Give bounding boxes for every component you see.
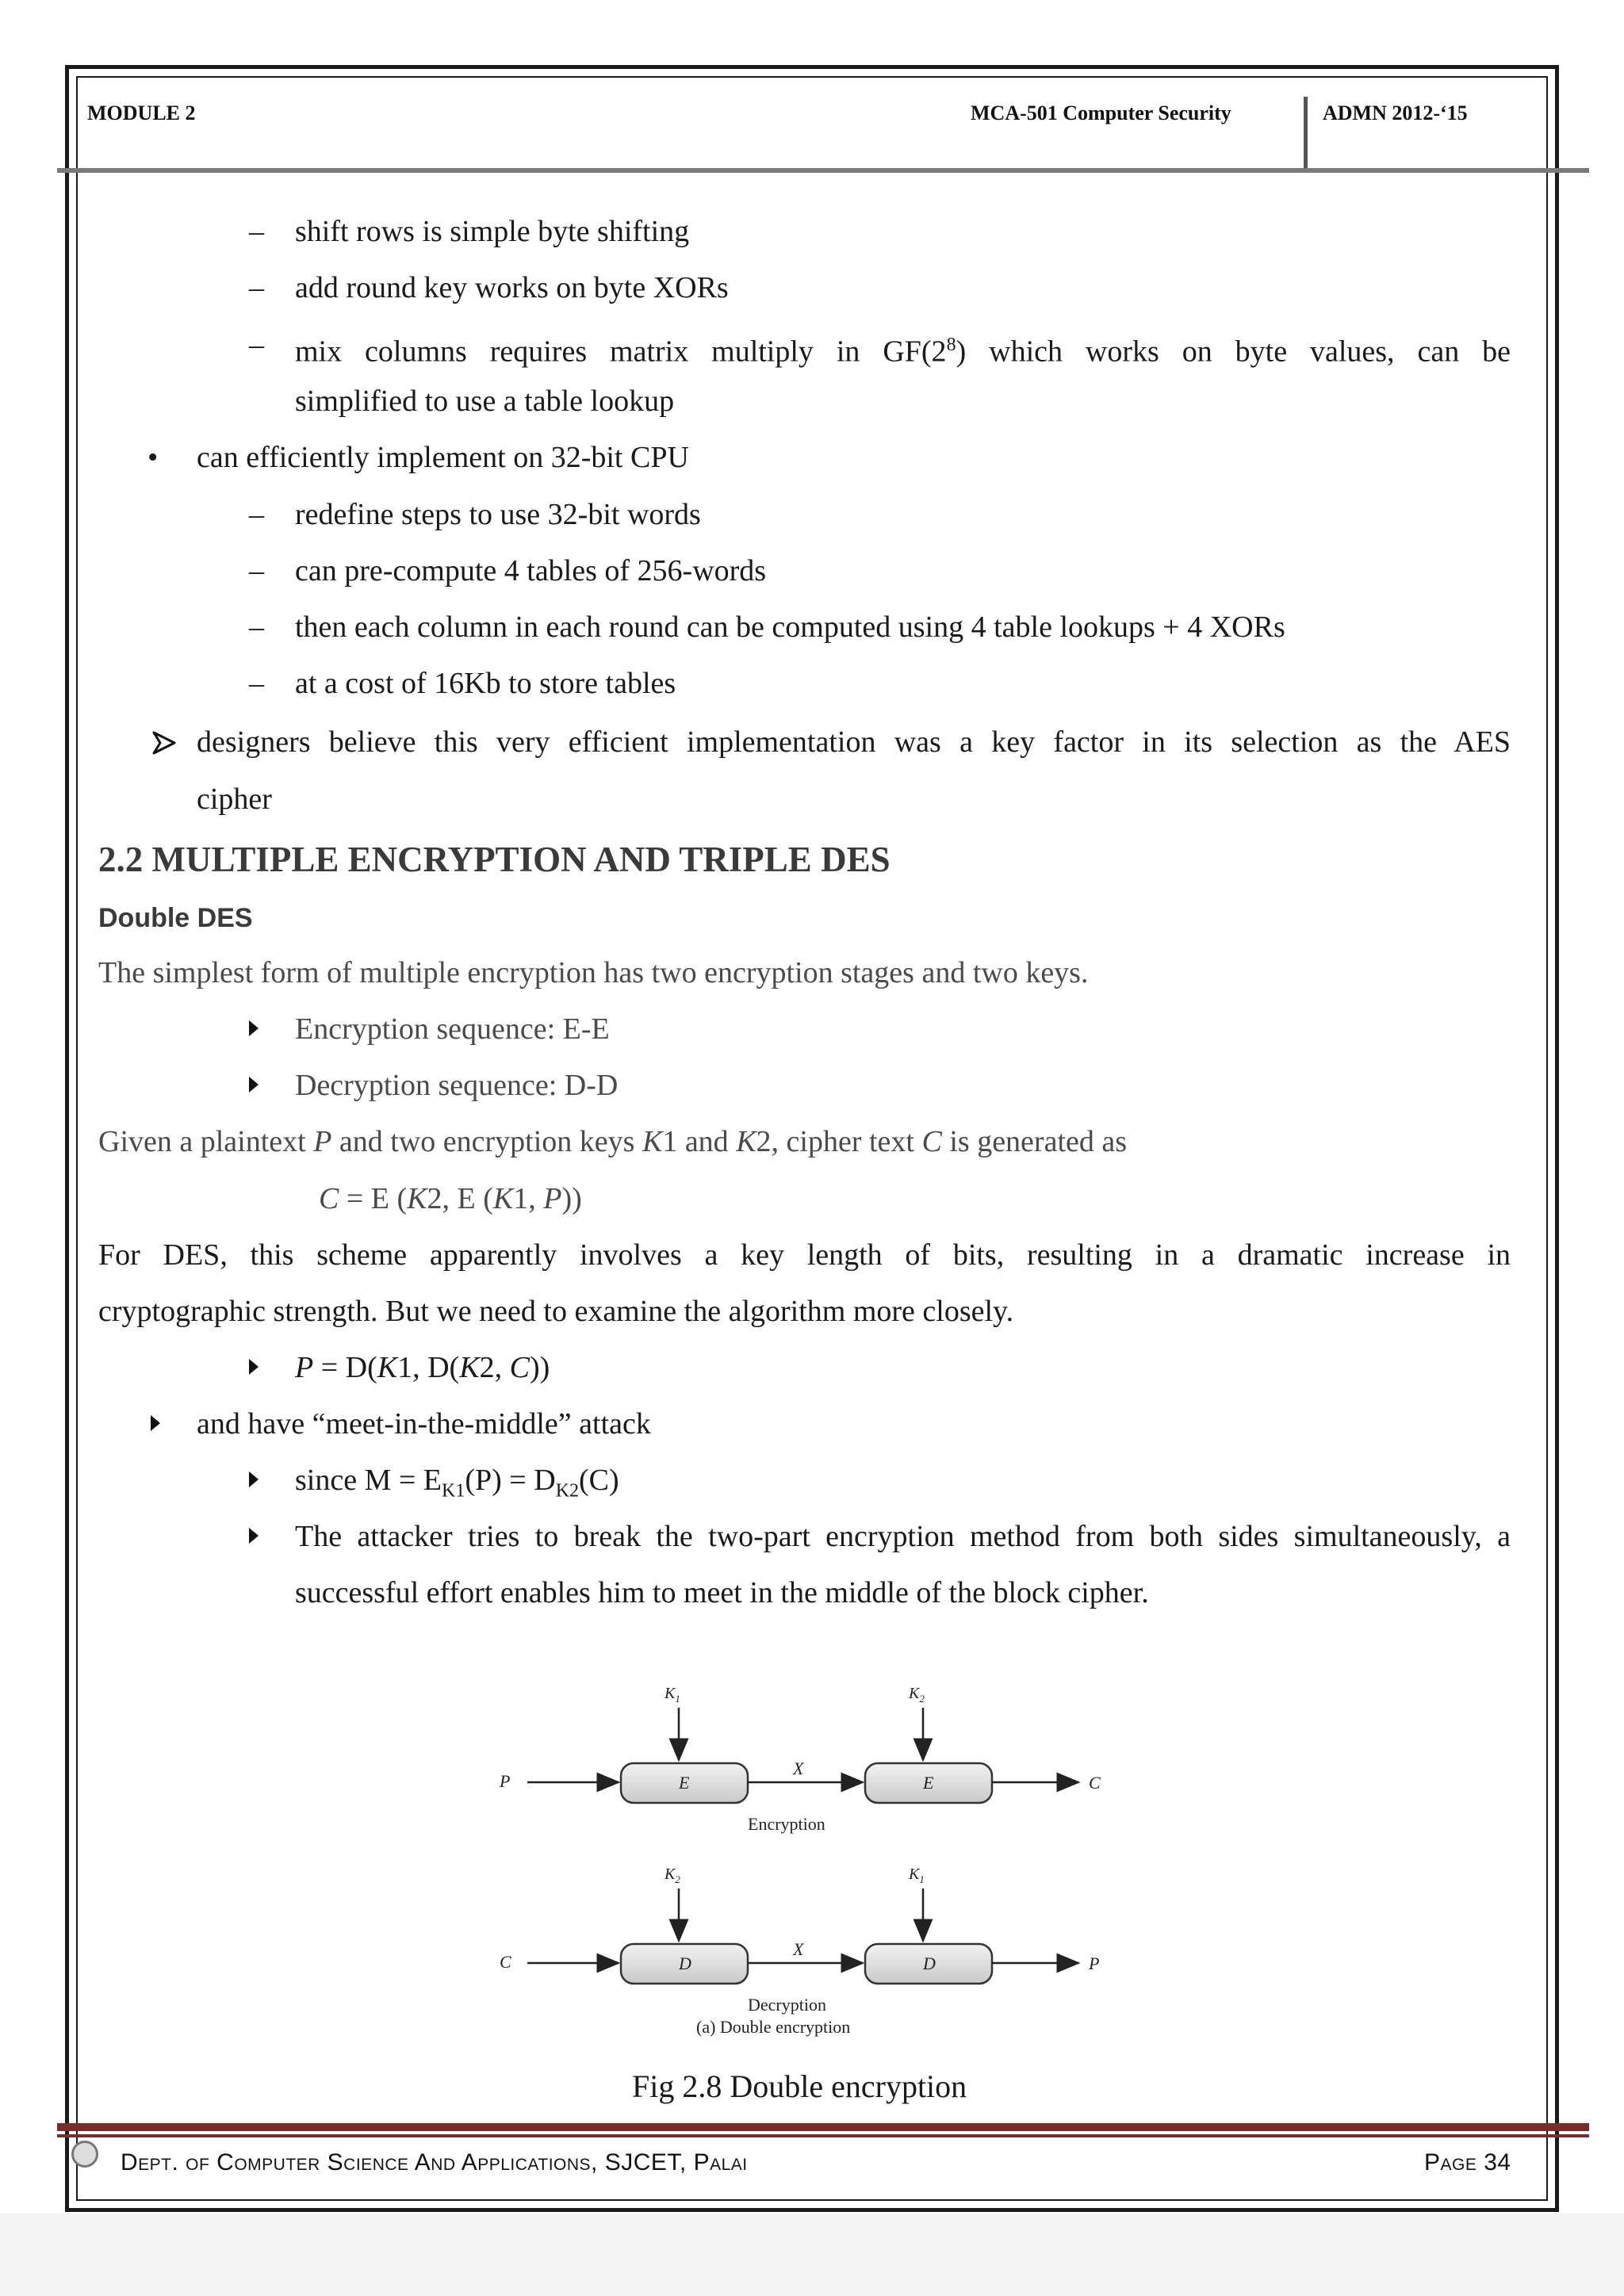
figure-sublabel: (a) Double encryption — [696, 2017, 851, 2037]
list-item: at a cost of 16Kb to store tables — [295, 667, 676, 700]
enc-row-label: Encryption — [748, 1814, 825, 1834]
header-module: MODULE 2 — [87, 101, 196, 124]
dec-box-1-label: D — [679, 1954, 691, 1973]
triangle-bullet-icon — [249, 1077, 259, 1093]
attacker-line2: successful effort enables him to meet in the middle of the block cipher. — [295, 1576, 1149, 1609]
intro-paragraph: The simplest form of multiple encryption has two encryption stages and two keys. — [98, 956, 1089, 989]
triangle-bullet-icon — [249, 1471, 259, 1487]
since-item: since $M = E_{K1}(P) = D_{K2}(C)$ — [295, 1464, 619, 1502]
dash-marker: – — [249, 215, 264, 248]
triangle-bullet-icon — [249, 1020, 259, 1036]
list-item: then each column in each round can be computed using 4 table lookups + 4 XORs — [295, 610, 1285, 644]
enc-key1-label: $K_1$ — [665, 1685, 680, 1705]
header-separator — [1304, 97, 1308, 170]
enc-box-2-label: E — [923, 1773, 934, 1793]
decryption-sequence: Decryption sequence: D-D — [295, 1069, 619, 1102]
arrow-bullet-icon — [151, 729, 178, 756]
designers-line1: designers believe this very efficient implementation was a key factor in its selection as the AES — [197, 725, 1511, 759]
dec-input-label: C — [500, 1952, 511, 1972]
page-background-strip — [0, 2214, 1624, 2296]
triangle-bullet-icon — [151, 1415, 160, 1431]
footer-page-number: Page 34 — [1424, 2149, 1511, 2175]
footer-rule-thin — [57, 2134, 1589, 2137]
list-item-continuation: simplified to use a table lookup — [295, 385, 675, 418]
dash-marker: – — [249, 328, 264, 362]
dash-marker: – — [249, 498, 264, 531]
enc-key2-label: $K_2$ — [909, 1685, 925, 1705]
dec-row-label: Decryption — [748, 1995, 826, 2015]
enc-input-label: P — [500, 1771, 511, 1791]
list-item: add round key works on byte XORs — [295, 271, 729, 304]
dec-box-2-label: D — [923, 1954, 936, 1973]
section-title: 2.2 MULTIPLE ENCRYPTION AND TRIPLE DES — [98, 840, 891, 879]
triangle-bullet-icon — [249, 1528, 259, 1544]
plaintext-formula: P = D(K1, D(K2, C)) — [295, 1351, 550, 1384]
dec-intermediate-label: X — [793, 1939, 804, 1959]
subsection-title: Double DES — [98, 903, 253, 933]
triangle-bullet-icon — [249, 1359, 259, 1375]
list-item: shift rows is simple byte shifting — [295, 215, 690, 248]
list-item: redefine steps to use 32-bit words — [295, 498, 701, 531]
dec-key2-label: $K_1$ — [909, 1866, 925, 1885]
dec-output-label: P — [1089, 1954, 1100, 1973]
des-paragraph-line2: cryptographic strength. But we need to examine the algorithm more closely. — [98, 1295, 1014, 1328]
bullet-marker: • — [147, 441, 159, 474]
header-course: MCA-501 Computer Security — [971, 101, 1231, 124]
dash-marker: – — [249, 610, 264, 644]
attacker-line1: The attacker tries to break the two-part encryption method from both sides simultaneously, a — [295, 1520, 1511, 1553]
figure-caption: Fig 2.8 Double encryption — [632, 2068, 967, 2104]
designers-line2: cipher — [197, 783, 272, 816]
cipher-formula: C = E (K2, E (K1, P)) — [319, 1182, 582, 1215]
encryption-sequence: Encryption sequence: E-E — [295, 1012, 610, 1046]
header-rule — [57, 168, 1589, 173]
dash-marker: – — [249, 554, 264, 587]
double-encryption-diagram — [476, 1681, 1126, 2053]
list-item: can pre-compute 4 tables of 256-words — [295, 554, 767, 587]
college-logo-icon — [71, 2141, 98, 2168]
enc-box-1-label: E — [679, 1773, 690, 1793]
footer-department: Dept. of Computer Science And Applications, SJCET, Palai — [121, 2149, 748, 2175]
dash-marker: – — [249, 667, 264, 700]
enc-intermediate-label: X — [793, 1758, 804, 1778]
mitm-item: and have “meet-in-the-middle” attack — [197, 1407, 651, 1441]
dash-marker: – — [249, 271, 264, 304]
des-paragraph-line1: For DES, this scheme apparently involves a key length of bits, resulting in a dramatic increase in — [98, 1238, 1511, 1272]
header-admn: ADMN 2012-‘15 — [1323, 101, 1468, 124]
list-item: mix columns requires matrix multiply in $GF(2^8)$ which works on byte values, can be — [295, 335, 1511, 369]
dec-key1-label: $K_2$ — [665, 1866, 680, 1885]
list-item: can efficiently implement on 32-bit CPU — [197, 441, 689, 474]
enc-output-label: C — [1089, 1773, 1101, 1793]
given-sentence: Given a plaintext P and two encryption keys K1 and K2, cipher text C is generated as — [98, 1125, 1128, 1158]
footer-rule-thick — [57, 2123, 1589, 2131]
